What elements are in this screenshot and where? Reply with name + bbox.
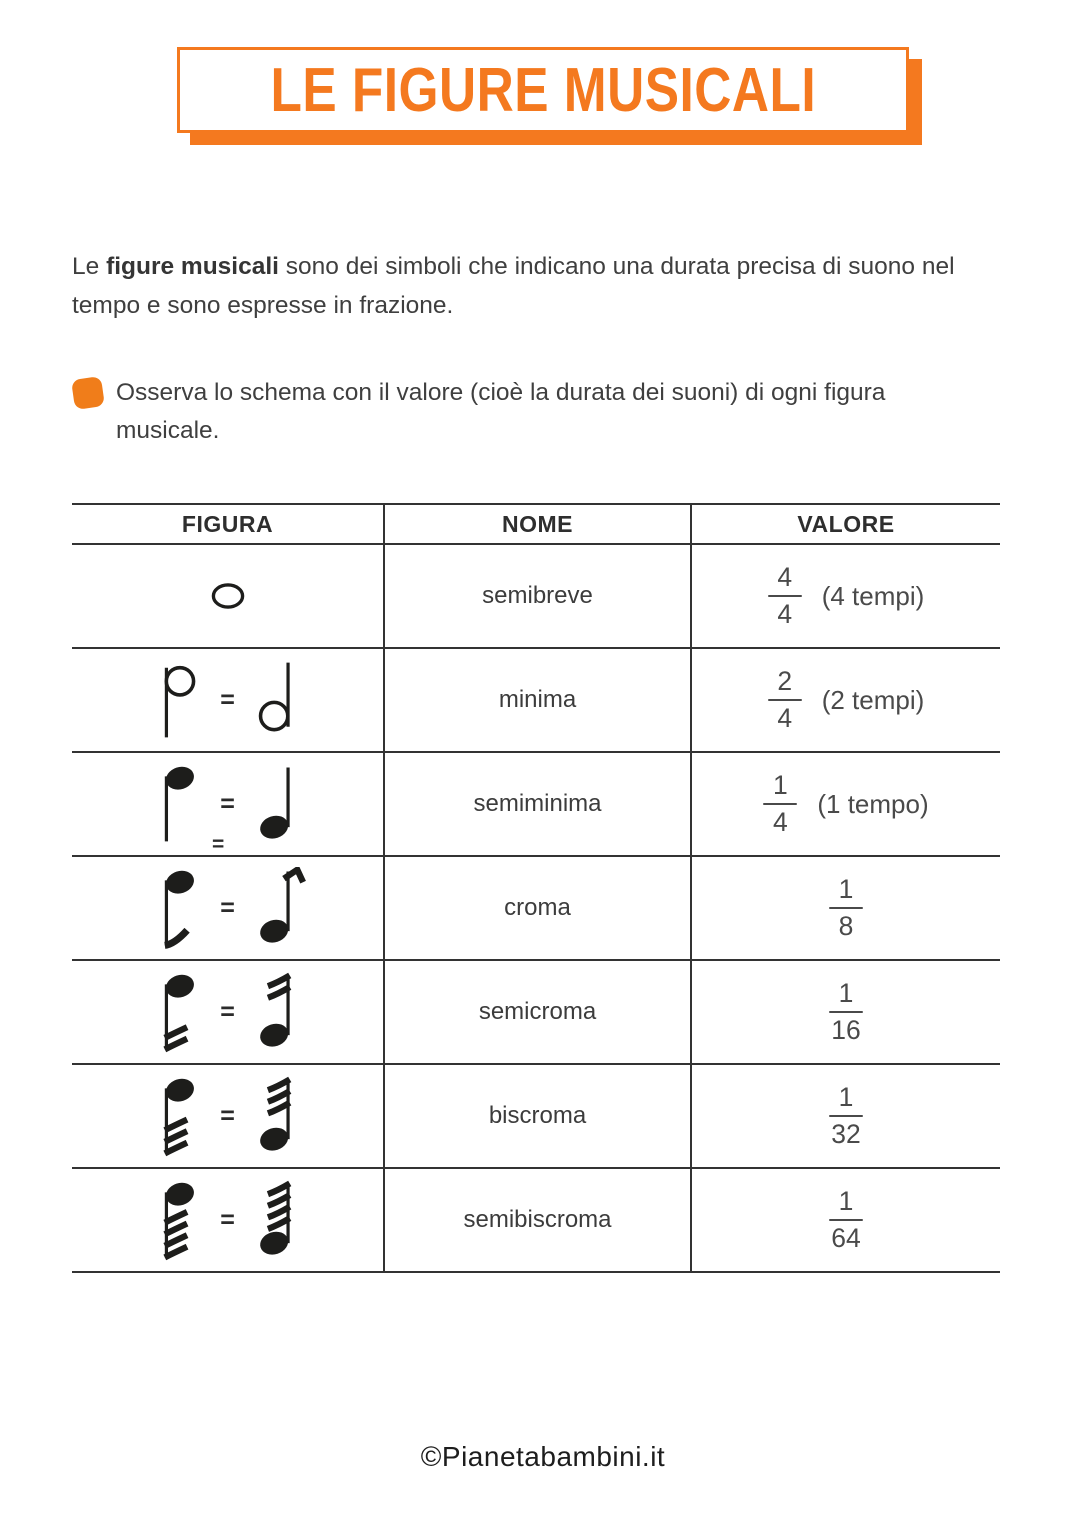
equals-sign: = [220, 685, 235, 714]
fraction-numerator: 1 [838, 978, 854, 1009]
fraction-bar [768, 595, 802, 598]
half-note-stem-up-icon [251, 659, 308, 741]
thirtysecond-note-stem-down-icon [147, 1075, 204, 1157]
fraction-denominator: 4 [777, 599, 793, 630]
fraction-bar [768, 699, 802, 702]
table-row [72, 1065, 1000, 1169]
fraction-bar [829, 1219, 863, 1222]
fraction-denominator: 16 [831, 1015, 861, 1046]
figure-cell [72, 753, 385, 855]
figure-cell [72, 1065, 385, 1167]
fraction [768, 564, 802, 628]
value-cell [692, 753, 1000, 855]
sixtyfourth-note-stem-up-icon [251, 1179, 308, 1261]
name-cell: biscroma [385, 1065, 692, 1167]
sixtyfourth-note-stem-down-icon [147, 1179, 204, 1261]
quarter-note-stem-down-icon [147, 763, 204, 845]
name-cell: minima [385, 649, 692, 751]
figure-cell [72, 649, 385, 751]
table-row [72, 753, 1000, 857]
page-title: LE FIGURE MUSICALI [270, 55, 816, 125]
eighth-note-stem-up-icon [251, 867, 308, 949]
equals-sign: = [220, 997, 235, 1026]
header-figura: FIGURA [72, 505, 385, 543]
fraction-bar [763, 803, 797, 806]
table-header-row [72, 503, 1000, 545]
name-cell: semicroma [385, 961, 692, 1063]
fraction-denominator: 8 [838, 911, 854, 942]
table-row [72, 545, 1000, 649]
fraction-bar [829, 1115, 863, 1118]
table-row [72, 649, 1000, 753]
fraction-numerator: 1 [838, 1186, 854, 1217]
fraction-bar [829, 907, 863, 910]
fraction-numerator: 2 [777, 666, 793, 697]
equals-sign: = [220, 1205, 235, 1234]
value-cell [692, 961, 1000, 1063]
intro-bold: figure musicali [106, 252, 279, 280]
name-cell: croma [385, 857, 692, 959]
equals-sign: = [220, 789, 235, 818]
whole-note-icon [205, 579, 251, 613]
value-cell [692, 1169, 1000, 1271]
fraction-denominator: 64 [831, 1223, 861, 1254]
name-cell: semibreve [385, 545, 692, 647]
name-cell: semibiscroma [385, 1169, 692, 1271]
equals-sign: = [220, 893, 235, 922]
figure-cell [72, 1169, 385, 1271]
equals-sign: = [220, 1101, 235, 1130]
value-cell [692, 1065, 1000, 1167]
fraction-numerator: 1 [838, 874, 854, 905]
stray-equals-sign: = [212, 833, 225, 856]
figure-cell [72, 545, 385, 647]
quarter-note-stem-up-icon [251, 763, 308, 845]
table-row [72, 961, 1000, 1065]
thirtysecond-note-stem-up-icon [251, 1075, 308, 1157]
header-valore: VALORE [797, 510, 895, 537]
fraction-denominator: 4 [777, 703, 793, 734]
figures-table [72, 503, 1000, 1273]
orange-blob-icon [71, 376, 105, 410]
table-row [72, 1169, 1000, 1273]
header-nome: NOME [385, 505, 692, 543]
fraction-numerator: 4 [777, 562, 793, 593]
name-cell: semiminima [385, 753, 692, 855]
fraction [829, 980, 863, 1044]
sixteenth-note-stem-up-icon [251, 971, 308, 1053]
tempo-label: (1 tempo) [817, 788, 929, 819]
value-cell [692, 857, 1000, 959]
sixteenth-note-stem-down-icon [147, 971, 204, 1053]
intro-rest: sono dei simboli che indicano una durata precisa di suono nel tempo e sono espresse in frazione. [72, 252, 955, 319]
eighth-note-stem-down-icon [147, 867, 204, 949]
fraction [829, 1084, 863, 1148]
fraction-numerator: 1 [838, 1082, 854, 1113]
intro-lead: Le [72, 252, 107, 280]
fraction-denominator: 4 [772, 807, 788, 838]
half-note-stem-down-icon [147, 659, 204, 741]
figure-cell [72, 961, 385, 1063]
instruction-block [72, 374, 932, 450]
value-cell [692, 649, 1000, 751]
tempo-label: (4 tempi) [821, 580, 925, 611]
value-cell [692, 545, 1000, 647]
fraction [763, 772, 797, 836]
fraction [768, 668, 802, 732]
fraction-bar [829, 1011, 863, 1014]
instruction-text: Osserva lo schema con il valore (cioè la durata dei suoni) di ogni figura musicale. [116, 379, 886, 444]
figure-cell [72, 857, 385, 959]
fraction [829, 876, 863, 940]
intro-paragraph [72, 247, 992, 325]
site-credit: ©Pianetabambini.it [420, 1441, 666, 1472]
table-row [72, 857, 1000, 961]
tempo-label: (2 tempi) [821, 684, 925, 715]
fraction-denominator: 32 [831, 1119, 861, 1150]
fraction [829, 1188, 863, 1252]
title-banner [177, 47, 909, 133]
fraction-numerator: 1 [772, 770, 788, 801]
